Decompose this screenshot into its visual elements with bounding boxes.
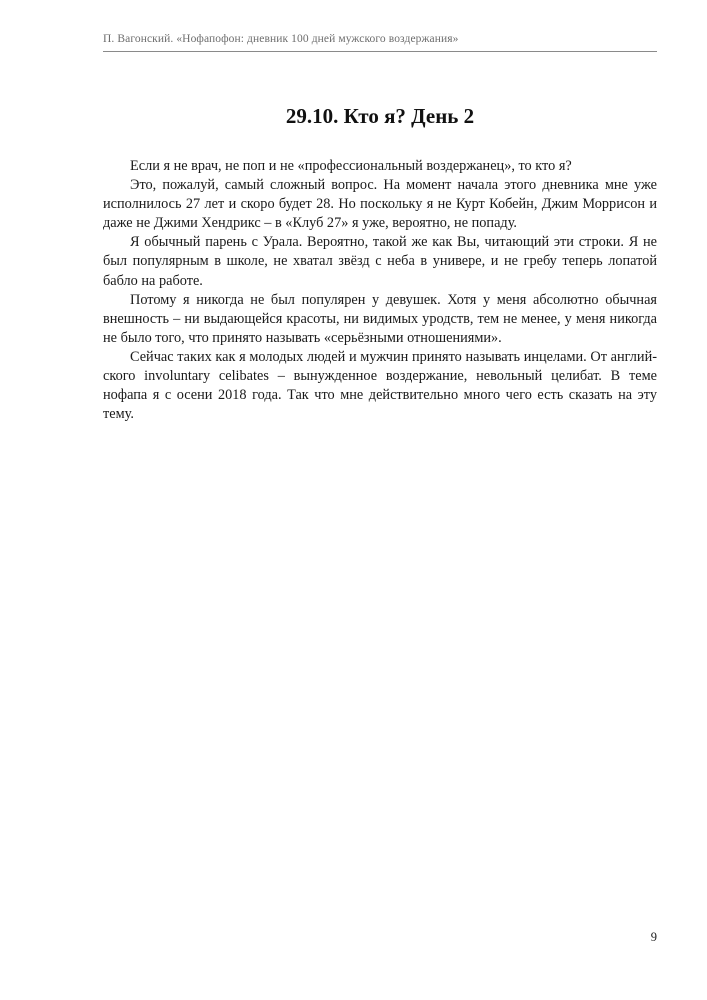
paragraph: Потому я никогда не был популярен у девушек. Хотя у меня абсолютно обычная внешность – ни выдающейся красоты, ни видимых уродств, тем не менее, у меня никогда не было того, что принято называть «серьёзными отношениями». — [103, 291, 657, 346]
paragraph: Если я не врач, не поп и не «профессиональный воздержанец», то кто я? — [130, 158, 572, 174]
running-header: П. Вагонский. «Нофапофон: дневник 100 дней мужского воздержания» — [103, 33, 459, 45]
body-text — [103, 157, 657, 424]
paragraph: Это, пожалуй, самый сложный вопрос. На момент начала этого дневника мне уже исполнилось 27 лет и скоро будет 28. Но поскольку я не Курт Кобейн, Джим Моррисон и даже не Джими Хендрикс – в «Клуб 27» я уже, вероятно, не попаду. — [103, 177, 657, 232]
chapter-title: 29.10. Кто я? День 2 — [285, 104, 475, 128]
paragraph: Я обычный парень с Урала. Вероятно, такой же как Вы, читающий эти строки. Я не был популярным в школе, не хватал звёзд с неба в универе, и не гребу теперь лопатой бабло на работе. — [103, 234, 657, 289]
header-divider — [103, 51, 657, 52]
page-number: 9 — [650, 930, 657, 944]
paragraph: Сейчас таких как я молодых людей и мужчин принято называть инцелами. От английского involuntary celibates – вынужденное воздержание, невольный целибат. В теме нофапа я с осени 2018 года. Так что мне действительно много чего есть сказать на эту тему. — [103, 348, 657, 423]
